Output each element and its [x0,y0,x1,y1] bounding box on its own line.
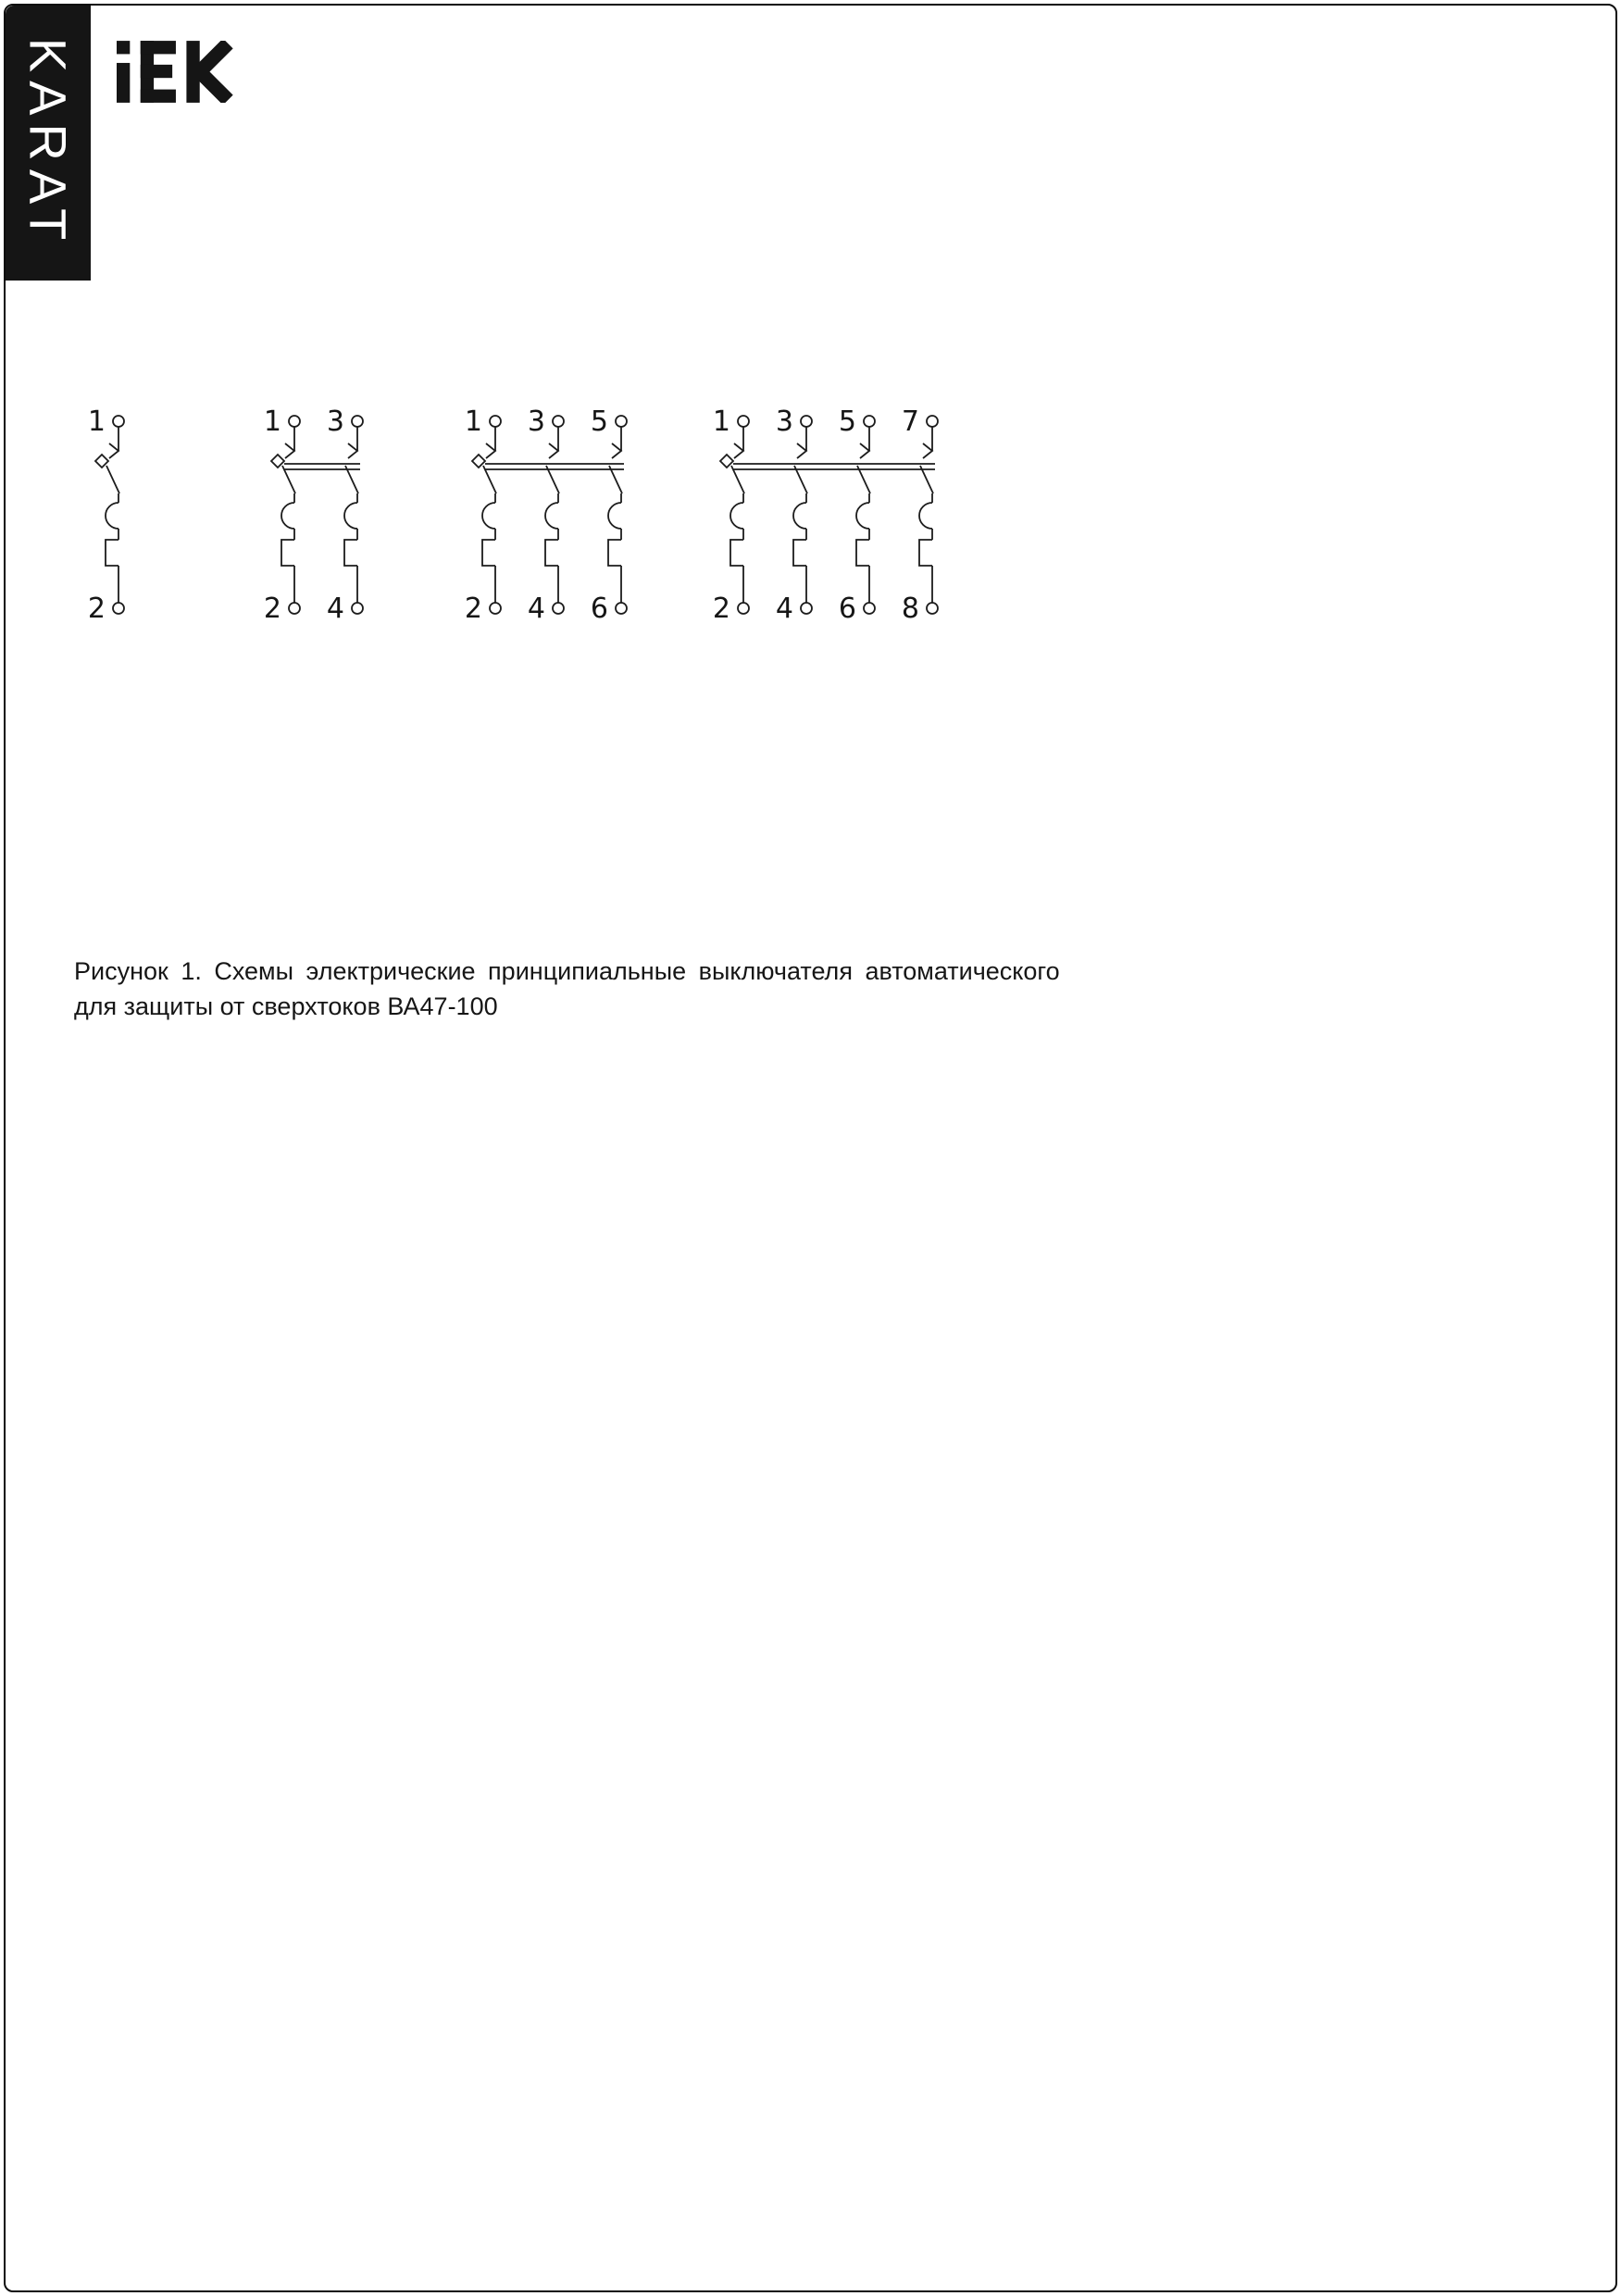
terminal-number-top: 5 [838,408,856,438]
thermal-release-bump [545,540,558,566]
thermal-release-bump [919,540,932,566]
contact-blade [106,466,119,493]
terminal-number-top: 1 [464,408,482,438]
iek-logo-e-mid [141,65,172,78]
magnetic-release-bump [344,503,357,529]
terminal-top [352,416,363,427]
terminal-bottom [553,603,564,614]
thermal-release-bump [344,540,357,566]
terminal-number-top: 1 [263,408,281,438]
terminal-top [553,416,564,427]
figure-caption [74,954,1060,1024]
trip-arrow-icon [860,443,869,458]
terminal-number-top: 5 [590,408,608,438]
terminal-bottom [113,603,124,614]
iek-logo-i-stem [117,63,130,103]
schematic-2pole [257,408,394,641]
terminal-top [801,416,812,427]
terminal-number-bottom: 4 [527,593,545,625]
terminal-top [927,416,938,427]
terminal-number-bottom: 2 [263,593,281,625]
terminal-number-bottom: 8 [901,593,919,625]
iek-logo-e-top [141,41,176,54]
page-border [4,4,1617,2292]
karat-label: KARAT [19,37,78,249]
magnetic-release-bump [545,503,558,529]
iek-logo-i-dot [117,41,130,54]
terminal-top [113,416,124,427]
terminal-number-bottom: 4 [326,593,344,625]
magnetic-release-bump [482,503,495,529]
trip-arrow-icon [612,443,621,458]
terminal-number-top: 7 [901,408,919,438]
latch-square-icon [472,455,485,468]
terminal-top [490,416,501,427]
thermal-release-bump [482,540,495,566]
iek-logo-e-bottom [141,90,176,103]
schematic-4pole [706,408,969,641]
terminal-bottom [352,603,363,614]
trip-arrow-icon [109,443,118,458]
schematic-3pole [458,408,658,641]
terminal-number-top: 3 [775,408,793,438]
terminal-bottom [738,603,749,614]
magnetic-release-bump [793,503,806,529]
magnetic-release-bump [730,503,743,529]
trip-arrow-icon [549,443,558,458]
terminal-number-bottom: 6 [838,593,856,625]
trip-arrow-icon [734,443,743,458]
terminal-top [616,416,627,427]
terminal-number-top: 1 [87,408,106,438]
terminal-bottom [490,603,501,614]
terminal-number-bottom: 2 [464,593,482,625]
terminal-bottom [289,603,300,614]
trip-arrow-icon [797,443,806,458]
latch-square-icon [95,455,108,468]
trip-arrow-icon [923,443,932,458]
terminal-bottom [616,603,627,614]
magnetic-release-bump [281,503,294,529]
trip-arrow-icon [486,443,495,458]
schematic-drawing [706,408,969,636]
figure-caption-line1: Рисунок 1. Схемы электрические принципиальные выключателя автоматического [74,957,1060,985]
magnetic-release-bump [608,503,621,529]
iek-logo [117,41,233,103]
schematic-drawing [458,408,658,636]
terminal-number-bottom: 4 [775,593,793,625]
trip-arrow-icon [285,443,294,458]
terminal-top [289,416,300,427]
thermal-release-bump [730,540,743,566]
thermal-release-bump [106,540,118,566]
schematic-1pole [81,408,156,641]
terminal-top [864,416,875,427]
thermal-release-bump [793,540,806,566]
terminal-top [738,416,749,427]
iek-logo-k-lower-leg [198,70,228,100]
latch-square-icon [271,455,284,468]
terminal-number-bottom: 2 [712,593,730,625]
terminal-number-top: 1 [712,408,730,438]
magnetic-release-bump [856,503,869,529]
latch-square-icon [720,455,733,468]
terminal-number-bottom: 2 [87,593,106,625]
terminal-bottom [801,603,812,614]
terminal-number-top: 3 [527,408,545,438]
trip-arrow-icon [348,443,357,458]
magnetic-release-bump [919,503,932,529]
terminal-bottom [927,603,938,614]
thermal-release-bump [856,540,869,566]
thermal-release-bump [281,540,294,566]
terminal-bottom [864,603,875,614]
schematic-drawing [257,408,394,636]
karat-banner [6,6,91,281]
magnetic-release-bump [106,503,118,529]
schematic-drawing [81,408,156,636]
terminal-number-bottom: 6 [590,593,608,625]
terminal-number-top: 3 [326,408,344,438]
thermal-release-bump [608,540,621,566]
figure-caption-line2: для защиты от сверхтоков ВА47-100 [74,992,498,1020]
